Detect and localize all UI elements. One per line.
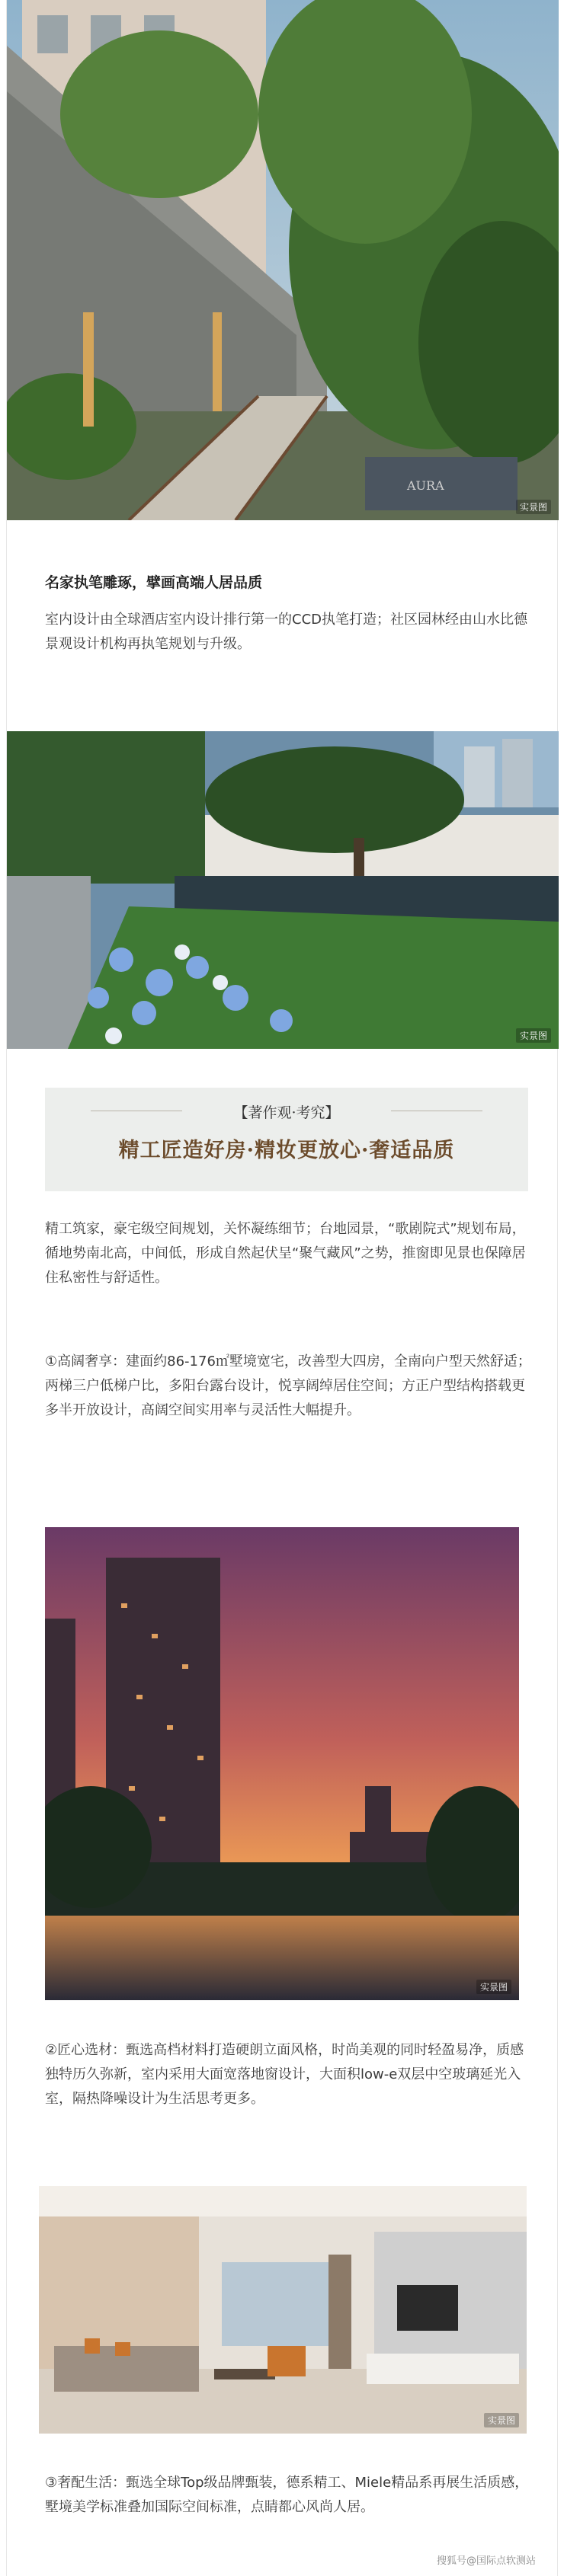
living-room-image: [39, 2186, 527, 2434]
photo-garden-hydrangea: [7, 731, 559, 1049]
real-photo-tag: 实景图: [476, 1980, 511, 1994]
section2-paragraph-1: 精工筑家，豪宅级空间规划，关怀凝练细节；台地园景，“歌剧院式”规划布局，循地势南北高，中间低，形成自然起伏呈“聚气藏风”之势，推窗即见景也保障居住私密性与舒适性。: [45, 1221, 526, 1286]
banner-subtitle: 【著作观·考究】: [233, 1104, 340, 1121]
real-photo-tag: 实景图: [484, 2413, 519, 2427]
section2-paragraph-3: ②匠心选材：甄选高档材料打造硬朗立面风格，时尚美观的同时轻盈易净，质感独特历久弥新，室内采用大面宽落地窗设计，大面积low-e双层中空玻璃延光入室，隔热降噪设计为生活思考更多。: [45, 2042, 524, 2107]
photo-sunset-towers: [45, 1527, 519, 2000]
section1-paragraph: 室内设计由全球酒店室内设计排行第一的CCD执笔打造；社区园林经由山水比德景观设计机构再执笔规划与升级。: [45, 612, 527, 652]
real-photo-tag: 实景图: [516, 1028, 551, 1043]
section2-paragraph-4: ③奢配生活：甄选全球Top级品牌甄装，德系精工、Miele精品系再展生活质感，墅境美学标准叠加国际空间标准，点睛都心风尚人居。: [45, 2475, 529, 2515]
section1-heading: 名家执笔雕琢，擘画高端人居品质: [45, 574, 263, 591]
photo-living-room: [39, 2186, 527, 2434]
footer-watermark: 搜狐号@国际点软测站: [436, 2555, 536, 2567]
real-photo-tag: 实景图: [516, 500, 551, 514]
sunset-towers-image: [45, 1527, 519, 2000]
entrance-sign-text: AURA: [407, 478, 444, 493]
garden-hydrangea-image: [7, 731, 559, 1049]
banner-title: 精工匠造好房·精妆更放心·奢适品质: [118, 1139, 455, 1162]
photo-staircase-garden: [7, 0, 559, 520]
section-banner: [45, 1088, 528, 1191]
section2-paragraph-2: ①高阔奢享：建面约86-176㎡墅境宽宅，改善型大四房，全南向户型天然舒适；两梯三户低梯户比，多阳台露台设计，悦享阔绰居住空间；方正户型结构搭载更多半开放设计，高阔空间实用率与灵活性大幅提升。: [45, 1354, 531, 1418]
article-frame: [6, 0, 558, 2576]
staircase-garden-image: [7, 0, 559, 520]
